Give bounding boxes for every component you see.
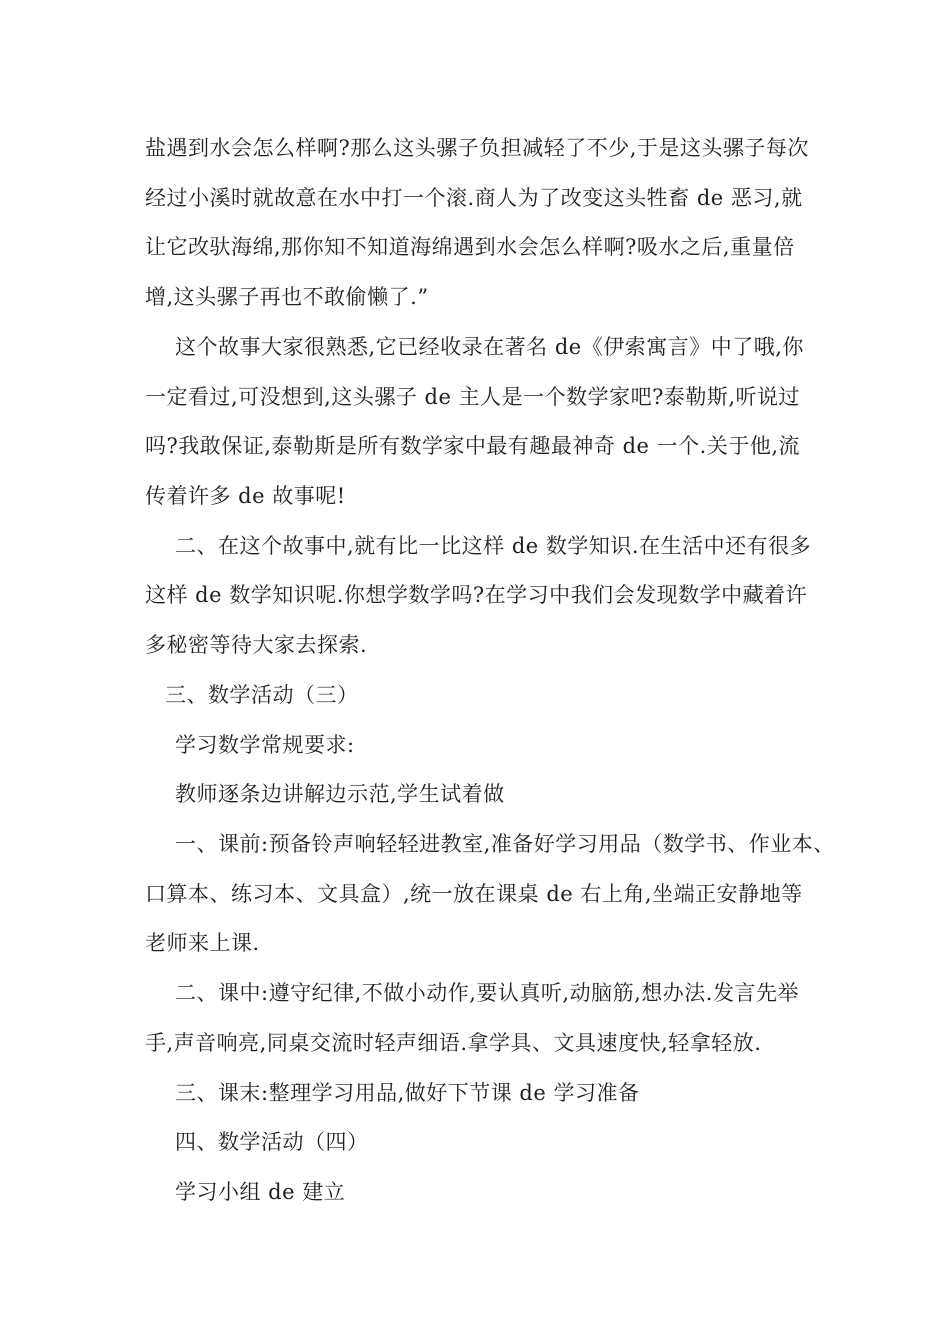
text-line: 增,这头骡子再也不敢偷懒了.” <box>145 285 429 309</box>
text-line: 口算本、练习本、文具盒）,统一放在课桌 de 右上角,坐端正安静地等 <box>145 882 803 906</box>
text-line: 吗?我敢保证,泰勒斯是所有数学家中最有趣最神奇 de 一个.关于他,流 <box>145 434 801 458</box>
text-line: 教师逐条边讲解边示范,学生试着做 <box>175 782 505 806</box>
text-line: 多秘密等待大家去探索. <box>145 633 368 657</box>
text-line: 这个故事大家很熟悉,它已经收录在著名 de《伊索寓言》中了哦,你 <box>175 335 804 359</box>
text-line: 让它改驮海绵,那你知不知道海绵遇到水会怎么样啊?吸水之后,重量倍 <box>145 235 795 259</box>
section-heading: 四、数学活动（四） <box>175 1130 369 1154</box>
text-line: 三、课末:整理学习用品,做好下节课 de 学习准备 <box>175 1081 640 1105</box>
text-line: 老师来上课. <box>145 931 260 955</box>
text-line: 传着许多 de 故事呢! <box>145 484 346 508</box>
text-line: 手,声音响亮,同桌交流时轻声细语.拿学具、文具速度快,轻拿轻放. <box>145 1031 762 1055</box>
text-line: 二、在这个故事中,就有比一比这样 de 数学知识.在生活中还有很多 <box>175 534 812 558</box>
text-line: 经过小溪时就故意在水中打一个滚.商人为了改变这头牲畜 de 恶习,就 <box>145 186 803 210</box>
text-line: 一定看过,可没想到,这头骡子 de 主人是一个数学家吧?泰勒斯,听说过 <box>145 385 801 409</box>
text-line: 一、课前:预备铃声响轻轻进教室,准备好学习用品（数学书、作业本、 <box>175 832 835 856</box>
text-line: 盐遇到水会怎么样啊?那么这头骡子负担减轻了不少,于是这头骡子每次 <box>145 136 809 160</box>
text-line: 学习小组 de 建立 <box>175 1180 346 1204</box>
text-line: 二、课中:遵守纪律,不做小动作,要认真听,动脑筋,想办法.发言先举 <box>175 981 799 1005</box>
section-heading: 三、数学活动（三） <box>165 683 359 707</box>
text-line: 学习数学常规要求: <box>175 733 355 757</box>
text-line: 这样 de 数学知识呢.你想学数学吗?在学习中我们会发现数学中藏着许 <box>145 583 808 607</box>
